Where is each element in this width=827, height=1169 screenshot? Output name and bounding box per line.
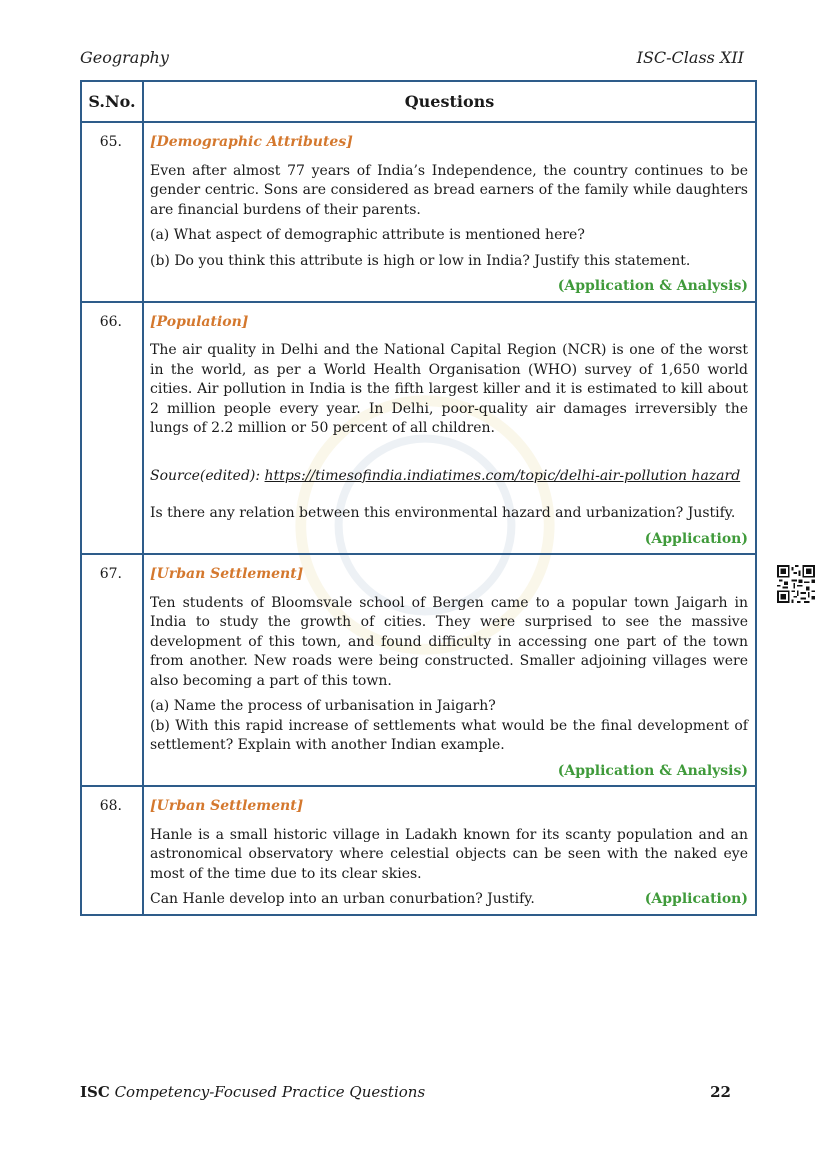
source-label: Source(edited): <box>150 467 261 484</box>
question-number: 65. <box>81 122 143 302</box>
question-text: Even after almost 77 years of India’s Independence, the country continues to be gender centric. Sons are considered as bread earners of the family while daughters are financial burdens of their parents. <box>150 162 748 218</box>
competency-tag: (Application) <box>644 530 748 547</box>
question-topic: [Urban Settlement] <box>150 566 304 582</box>
sub-question-a: (a) What aspect of demographic attribute is mentioned here? <box>150 227 585 243</box>
question-topic: [Demographic Attributes] <box>150 134 353 150</box>
table-row <box>81 786 756 915</box>
col-questions-header: Questions <box>143 81 756 122</box>
header-subject: Geography <box>80 48 169 67</box>
footer-title <box>80 1083 425 1101</box>
question-cell <box>143 554 756 786</box>
header-class: ISC-Class XII <box>636 48 744 67</box>
question-topic: [Urban Settlement] <box>150 798 304 814</box>
competency-tag: (Application & Analysis) <box>557 278 748 294</box>
question-number: 66. <box>81 302 143 555</box>
sub-question-b: (b) Do you think this attribute is high or low in India? Justify this statement. <box>150 252 691 269</box>
question-prompt: Can Hanle develop into an urban conurbation? Justify. <box>150 891 535 907</box>
question-last-line <box>150 890 748 910</box>
question-number: 67. <box>81 554 143 786</box>
table-row <box>81 554 756 786</box>
page-footer <box>80 1083 731 1101</box>
question-text: Ten students of Bloomsvale school of Bergen came to a popular town Jaigarh in India to study the growth of cities. They were surprised to see the massive development of this town, and found difficulty in accessing one part of the town from another. New roads were being constructed. Smaller adjoining villages were also becoming a part of this town. <box>150 594 748 689</box>
question-text: Hanle is a small historic village in Ladakh known for its scanty population and an astronomical observatory where celestial objects can be seen with the naked eye most of the time due to its clear skies. <box>150 826 748 882</box>
question-text: The air quality in Delhi and the National Capital Region (NCR) is one of the worst in the world, as per a World Health Organisation (WHO) survey of 1,650 world cities. Air pollution in India is the fifth largest killer and it is estimated to kill about 2 million people every year. In Delhi, poor-quality air damages irreversibly the lungs of 2.2 million or 50 percent of all children. <box>150 342 748 436</box>
col-sno-header: S.No. <box>81 81 143 122</box>
competency-tag: (Application & Analysis) <box>557 762 748 779</box>
question-number: 68. <box>81 786 143 915</box>
table-row <box>81 122 756 302</box>
competency-tag: (Application) <box>644 891 748 907</box>
question-prompt: Is there any relation between this environmental hazard and urbanization? Justify. <box>150 505 736 521</box>
table-row <box>81 302 756 555</box>
sub-question-a: (a) Name the process of urbanisation in Jaigarh? <box>150 698 496 714</box>
source-line <box>150 467 748 487</box>
sub-question-b: (b) With this rapid increase of settlements what would be the final development of settlement? Explain with another Indian example. <box>150 717 748 753</box>
questions-table <box>80 80 757 916</box>
question-cell <box>143 786 756 915</box>
question-topic: [Population] <box>150 313 249 330</box>
table-header-row <box>81 81 756 122</box>
qr-code-icon[interactable] <box>777 565 815 603</box>
source-link[interactable]: https://timesofindia.indiatimes.com/topic/delhi-air-pollution hazard <box>264 467 741 484</box>
footer-brand: ISC <box>80 1083 110 1101</box>
page-number: 22 <box>710 1083 731 1101</box>
question-cell <box>143 302 756 555</box>
question-cell <box>143 122 756 302</box>
footer-title-text: Competency-Focused Practice Questions <box>114 1083 426 1101</box>
